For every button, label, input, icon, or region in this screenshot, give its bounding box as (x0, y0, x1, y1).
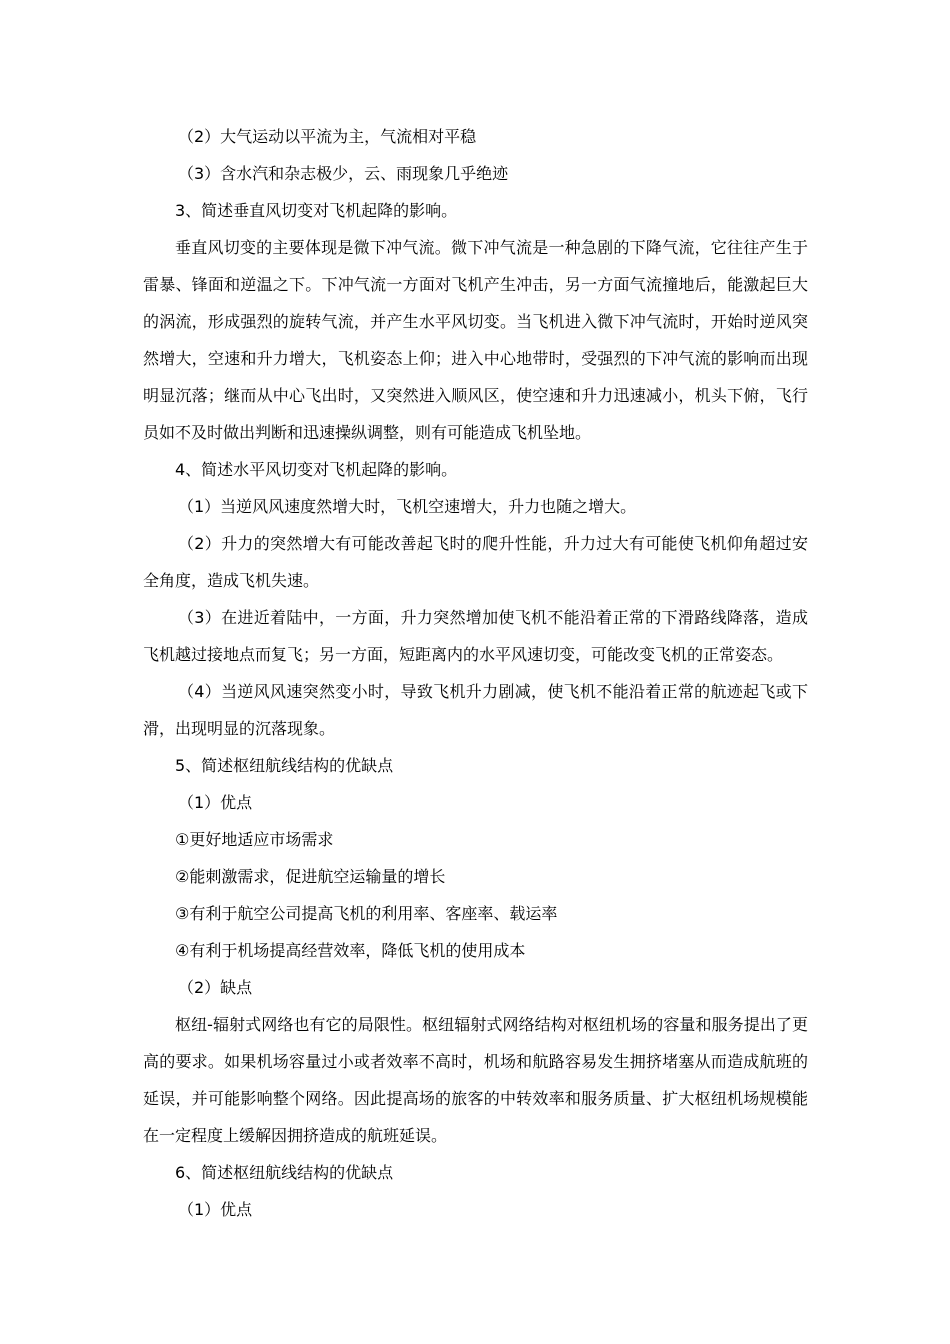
advantage-item-1: ①更好地适应市场需求 (175, 830, 334, 849)
question-6-heading: 6、简述枢纽航线结构的优缺点 (175, 1163, 394, 1182)
question-4-point-2: （2）升力的突然增大有可能改善起飞时的爬升性能，升力过大有可能使飞机仰角超过安全角度，造成飞机失速。 (143, 534, 808, 590)
question-5-disadvantages-text: 枢纽-辐射式网络也有它的局限性。枢纽辐射式网络结构对枢纽机场的容量和服务提出了更高的要求。如果机场容量过小或者效率不高时，机场和航路容易发生拥挤堵塞从而造成航班的延误，并可能影响整个网络。因此提高场的旅客的中转效率和服务质量、扩大枢纽机场规模能在一定程度上缓解因拥挤造成的航班延误。 (143, 1015, 808, 1145)
question-4-point-3: （3）在进近着陆中，一方面，升力突然增加使飞机不能沿着正常的下滑路线降落，造成飞机越过接地点而复飞；另一方面，短距离内的水平风速切变，可能改变飞机的正常姿态。 (143, 608, 808, 664)
question-4-heading: 4、简述水平风切变对飞机起降的影响。 (175, 460, 458, 479)
question-5-disadvantages-label: （2）缺点 (178, 978, 253, 997)
question-5-advantages-label: （1）优点 (178, 793, 253, 812)
question-4-point-4: （4）当逆风风速突然变小时，导致飞机升力剧减，使飞机不能沿着正常的航迹起飞或下滑，出现明显的沉落现象。 (143, 682, 808, 738)
question-4-point-1: （1）当逆风风速度然增大时，飞机空速增大，升力也随之增大。 (178, 497, 637, 516)
advantage-item-4: ④有利于机场提高经营效率，降低飞机的使用成本 (175, 941, 526, 960)
advantage-item-2: ②能刺激需求，促进航空运输量的增长 (175, 867, 446, 886)
question-3-heading: 3、简述垂直风切变对飞机起降的影响。 (175, 201, 458, 220)
question-6-advantages-label: （1）优点 (178, 1200, 253, 1219)
advantage-item-3: ③有利于航空公司提高飞机的利用率、客座率、载运率 (175, 904, 558, 923)
question-3-answer: 垂直风切变的主要体现是微下冲气流。微下冲气流是一种急剧的下降气流，它往往产生于雷暴、锋面和逆温之下。下冲气流一方面对飞机产生冲击，另一方面气流撞地后，能激起巨大的涡流，形成强烈的旋转气流，并产生水平风切变。当飞机进入微下冲气流时，开始时逆风突然增大，空速和升力增大，飞机姿态上仰；进入中心地带时，受强烈的下冲气流的影响而出现明显沉落；继而从中心飞出时，又突然进入顺风区，使空速和升力迅速减小，机头下俯，飞行员如不及时做出判断和迅速操纵调整，则有可能造成飞机坠地。 (143, 238, 808, 442)
question-5-heading: 5、简述枢纽航线结构的优缺点 (175, 756, 394, 775)
list-item-3: （3）含水汽和杂志极少，云、雨现象几乎绝迹 (178, 164, 509, 183)
list-item-2: （2）大气运动以平流为主，气流相对平稳 (178, 127, 477, 146)
document-body (143, 118, 808, 1228)
